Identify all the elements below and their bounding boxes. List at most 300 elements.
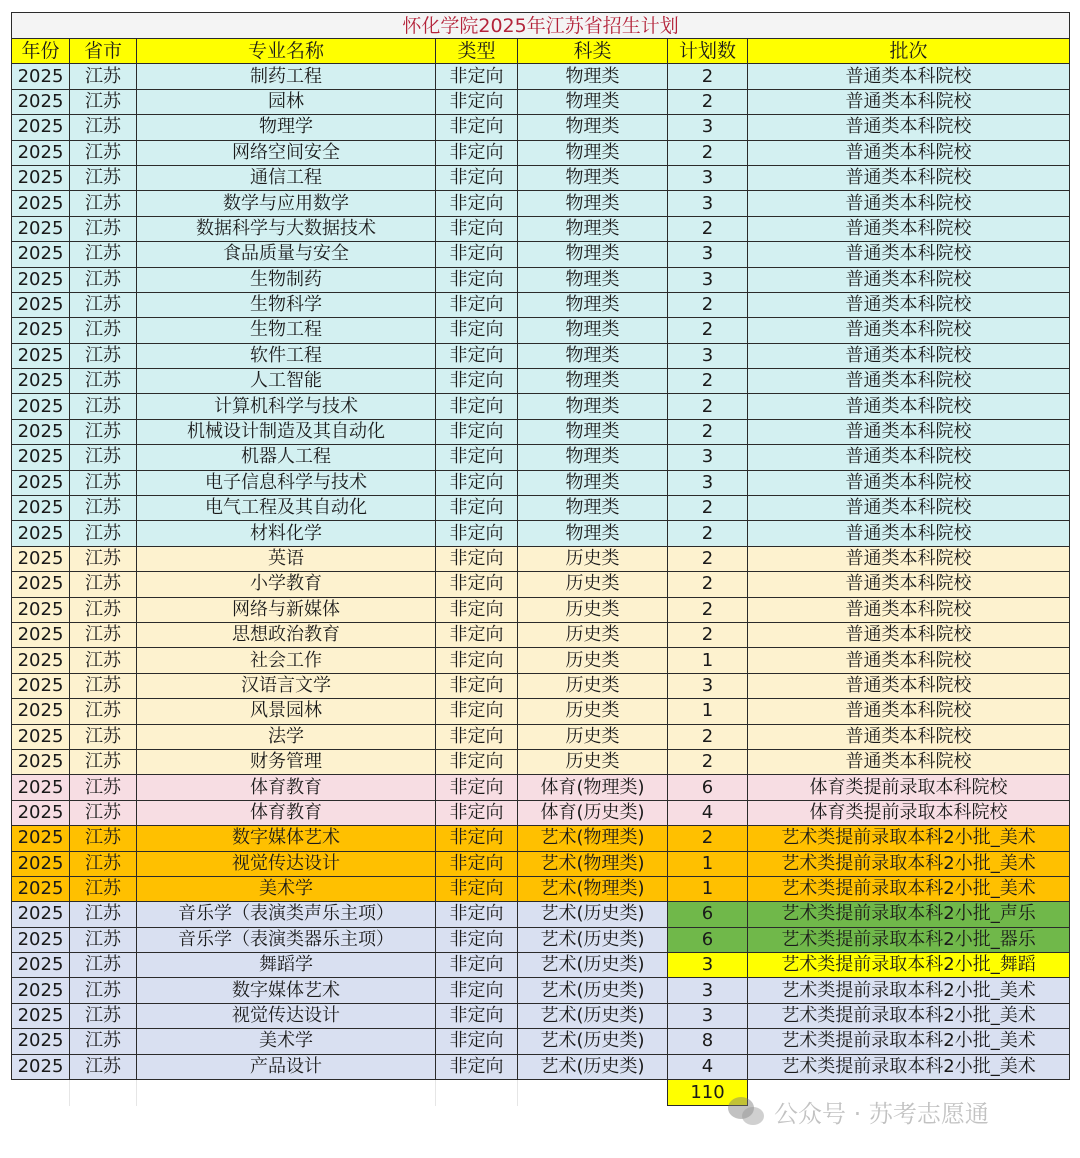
batch-cell: 普通类本科院校 [748,115,1070,140]
batch-cell: 普通类本科院校 [748,89,1070,114]
year-cell: 2025 [12,1054,70,1079]
province-cell: 江苏 [70,953,137,978]
plan-count-cell: 3 [668,165,748,190]
province-cell: 江苏 [70,64,137,89]
year-cell: 2025 [12,826,70,851]
batch-cell: 普通类本科院校 [748,724,1070,749]
type-cell: 非定向 [436,1029,518,1054]
major-cell: 通信工程 [137,165,436,190]
batch-cell: 艺术类提前录取本科2小批_美术 [748,1054,1070,1079]
type-cell: 非定向 [436,318,518,343]
table-row [12,140,1070,165]
batch-cell: 艺术类提前录取本科2小批_美术 [748,826,1070,851]
year-cell: 2025 [12,496,70,521]
batch-cell: 普通类本科院校 [748,419,1070,444]
subject-cell: 物理类 [518,419,668,444]
major-cell: 社会工作 [137,648,436,673]
type-cell: 非定向 [436,1003,518,1028]
batch-cell: 普通类本科院校 [748,496,1070,521]
province-cell: 江苏 [70,876,137,901]
type-cell: 非定向 [436,394,518,419]
type-cell: 非定向 [436,826,518,851]
plan-count-cell: 3 [668,978,748,1003]
batch-cell: 普通类本科院校 [748,521,1070,546]
batch-cell: 艺术类提前录取本科2小批_声乐 [748,902,1070,927]
major-cell: 电气工程及其自动化 [137,496,436,521]
table-row [12,546,1070,571]
subject-cell: 历史类 [518,648,668,673]
batch-cell: 普通类本科院校 [748,699,1070,724]
type-cell: 非定向 [436,369,518,394]
year-cell: 2025 [12,343,70,368]
subject-cell: 物理类 [518,394,668,419]
type-cell: 非定向 [436,242,518,267]
province-cell: 江苏 [70,1054,137,1079]
subject-cell: 艺术(历史类) [518,1054,668,1079]
column-header-batch: 批次 [748,39,1070,64]
batch-cell: 普通类本科院校 [748,369,1070,394]
table-row [12,927,1070,952]
year-cell: 2025 [12,800,70,825]
year-cell: 2025 [12,140,70,165]
type-cell: 非定向 [436,89,518,114]
province-cell: 江苏 [70,496,137,521]
batch-cell: 普通类本科院校 [748,267,1070,292]
subject-cell: 艺术(历史类) [518,953,668,978]
type-cell: 非定向 [436,800,518,825]
enrollment-plan-table [11,12,1070,1106]
subject-cell: 物理类 [518,343,668,368]
empty-cell [436,1080,518,1106]
batch-cell: 艺术类提前录取本科2小批_美术 [748,1003,1070,1028]
type-cell: 非定向 [436,648,518,673]
major-cell: 网络空间安全 [137,140,436,165]
plan-count-cell: 2 [668,394,748,419]
major-cell: 食品质量与安全 [137,242,436,267]
subject-cell: 体育(历史类) [518,800,668,825]
subject-cell: 艺术(物理类) [518,826,668,851]
subject-cell: 历史类 [518,572,668,597]
column-header-subject: 科类 [518,39,668,64]
province-cell: 江苏 [70,851,137,876]
plan-count-cell: 2 [668,419,748,444]
batch-cell: 艺术类提前录取本科2小批_美术 [748,1029,1070,1054]
plan-count-cell: 2 [668,826,748,851]
type-cell: 非定向 [436,927,518,952]
subject-cell: 物理类 [518,89,668,114]
column-header-plan-count: 计划数 [668,39,748,64]
batch-cell: 普通类本科院校 [748,343,1070,368]
year-cell: 2025 [12,165,70,190]
type-cell: 非定向 [436,572,518,597]
major-cell: 音乐学（表演类器乐主项） [137,927,436,952]
province-cell: 江苏 [70,369,137,394]
plan-count-cell: 2 [668,89,748,114]
batch-cell: 体育类提前录取本科院校 [748,800,1070,825]
type-cell: 非定向 [436,496,518,521]
table-row [12,876,1070,901]
type-cell: 非定向 [436,851,518,876]
subject-cell: 艺术(物理类) [518,851,668,876]
year-cell: 2025 [12,699,70,724]
province-cell: 江苏 [70,1003,137,1028]
year-cell: 2025 [12,115,70,140]
table-row [12,1029,1070,1054]
table-row [12,902,1070,927]
province-cell: 江苏 [70,826,137,851]
table-row [12,369,1070,394]
type-cell: 非定向 [436,191,518,216]
year-cell: 2025 [12,876,70,901]
province-cell: 江苏 [70,267,137,292]
major-cell: 音乐学（表演类声乐主项） [137,902,436,927]
province-cell: 江苏 [70,521,137,546]
column-header-major: 专业名称 [137,39,436,64]
table-row [12,89,1070,114]
plan-count-cell: 2 [668,546,748,571]
province-cell: 江苏 [70,191,137,216]
plan-count-cell: 2 [668,318,748,343]
type-cell: 非定向 [436,978,518,1003]
type-cell: 非定向 [436,1054,518,1079]
province-cell: 江苏 [70,546,137,571]
year-cell: 2025 [12,216,70,241]
table-row [12,419,1070,444]
batch-cell: 艺术类提前录取本科2小批_美术 [748,876,1070,901]
year-cell: 2025 [12,1003,70,1028]
subject-cell: 物理类 [518,191,668,216]
plan-count-cell: 2 [668,216,748,241]
year-cell: 2025 [12,902,70,927]
subject-cell: 物理类 [518,369,668,394]
subject-cell: 物理类 [518,165,668,190]
plan-count-cell: 3 [668,191,748,216]
major-cell: 制药工程 [137,64,436,89]
year-cell: 2025 [12,318,70,343]
plan-count-cell: 2 [668,749,748,774]
major-cell: 体育教育 [137,775,436,800]
type-cell: 非定向 [436,419,518,444]
table-row [12,775,1070,800]
table-row [12,267,1070,292]
subject-cell: 物理类 [518,216,668,241]
plan-count-cell: 3 [668,953,748,978]
year-cell: 2025 [12,927,70,952]
major-cell: 电子信息科学与技术 [137,470,436,495]
major-cell: 小学教育 [137,572,436,597]
major-cell: 视觉传达设计 [137,1003,436,1028]
province-cell: 江苏 [70,419,137,444]
batch-cell: 普通类本科院校 [748,470,1070,495]
table-row [12,953,1070,978]
table-row [12,673,1070,698]
year-cell: 2025 [12,242,70,267]
major-cell: 数字媒体艺术 [137,978,436,1003]
year-cell: 2025 [12,470,70,495]
year-cell: 2025 [12,724,70,749]
year-cell: 2025 [12,572,70,597]
province-cell: 江苏 [70,572,137,597]
year-cell: 2025 [12,851,70,876]
type-cell: 非定向 [436,953,518,978]
subject-cell: 物理类 [518,64,668,89]
batch-cell: 普通类本科院校 [748,165,1070,190]
table-row [12,1003,1070,1028]
major-cell: 计算机科学与技术 [137,394,436,419]
watermark-text: 公众号 · 苏考志愿通 [774,1100,989,1128]
plan-count-cell: 2 [668,369,748,394]
major-cell: 视觉传达设计 [137,851,436,876]
type-cell: 非定向 [436,216,518,241]
plan-count-cell: 1 [668,876,748,901]
type-cell: 非定向 [436,876,518,901]
province-cell: 江苏 [70,648,137,673]
year-cell: 2025 [12,597,70,622]
total-plan-count: 110 [668,1080,748,1106]
header-row [12,39,1070,64]
major-cell: 美术学 [137,1029,436,1054]
batch-cell: 普通类本科院校 [748,191,1070,216]
province-cell: 江苏 [70,699,137,724]
major-cell: 数据科学与大数据技术 [137,216,436,241]
province-cell: 江苏 [70,292,137,317]
year-cell: 2025 [12,394,70,419]
table-row [12,851,1070,876]
plan-count-cell: 1 [668,851,748,876]
empty-cell [12,1080,70,1106]
batch-cell: 普通类本科院校 [748,673,1070,698]
plan-count-cell: 2 [668,622,748,647]
empty-cell [137,1080,436,1106]
major-cell: 生物工程 [137,318,436,343]
batch-cell: 普通类本科院校 [748,140,1070,165]
subject-cell: 物理类 [518,140,668,165]
type-cell: 非定向 [436,140,518,165]
type-cell: 非定向 [436,622,518,647]
province-cell: 江苏 [70,597,137,622]
empty-cell [518,1080,668,1106]
subject-cell: 历史类 [518,546,668,571]
subject-cell: 体育(物理类) [518,775,668,800]
province-cell: 江苏 [70,724,137,749]
year-cell: 2025 [12,775,70,800]
province-cell: 江苏 [70,775,137,800]
year-cell: 2025 [12,445,70,470]
type-cell: 非定向 [436,699,518,724]
empty-cell [70,1080,137,1106]
type-cell: 非定向 [436,775,518,800]
year-cell: 2025 [12,546,70,571]
province-cell: 江苏 [70,343,137,368]
major-cell: 思想政治教育 [137,622,436,647]
subject-cell: 物理类 [518,445,668,470]
subject-cell: 历史类 [518,622,668,647]
type-cell: 非定向 [436,749,518,774]
province-cell: 江苏 [70,800,137,825]
major-cell: 美术学 [137,876,436,901]
year-cell: 2025 [12,419,70,444]
type-cell: 非定向 [436,267,518,292]
batch-cell: 艺术类提前录取本科2小批_美术 [748,978,1070,1003]
plan-count-cell: 4 [668,1054,748,1079]
column-header-year: 年份 [12,39,70,64]
plan-count-cell: 1 [668,699,748,724]
province-cell: 江苏 [70,927,137,952]
plan-count-cell: 2 [668,572,748,597]
type-cell: 非定向 [436,165,518,190]
table-row [12,800,1070,825]
province-cell: 江苏 [70,216,137,241]
subject-cell: 物理类 [518,292,668,317]
subject-cell: 历史类 [518,724,668,749]
subject-cell: 艺术(历史类) [518,978,668,1003]
table-row [12,165,1070,190]
subject-cell: 物理类 [518,115,668,140]
plan-count-cell: 8 [668,1029,748,1054]
total-row [12,1080,1070,1106]
type-cell: 非定向 [436,470,518,495]
subject-cell: 历史类 [518,749,668,774]
batch-cell: 普通类本科院校 [748,622,1070,647]
plan-count-cell: 3 [668,242,748,267]
type-cell: 非定向 [436,724,518,749]
batch-cell: 普通类本科院校 [748,292,1070,317]
subject-cell: 物理类 [518,318,668,343]
year-cell: 2025 [12,292,70,317]
table-row [12,978,1070,1003]
table-title: 怀化学院2025年江苏省招生计划 [12,13,1070,39]
batch-cell: 普通类本科院校 [748,394,1070,419]
subject-cell: 物理类 [518,496,668,521]
empty-cell [748,1080,1070,1106]
table-row [12,724,1070,749]
type-cell: 非定向 [436,292,518,317]
subject-cell: 艺术(历史类) [518,1003,668,1028]
table-row [12,64,1070,89]
table-row [12,826,1070,851]
batch-cell: 普通类本科院校 [748,572,1070,597]
major-cell: 产品设计 [137,1054,436,1079]
province-cell: 江苏 [70,318,137,343]
major-cell: 英语 [137,546,436,571]
batch-cell: 艺术类提前录取本科2小批_美术 [748,851,1070,876]
province-cell: 江苏 [70,89,137,114]
table-row [12,216,1070,241]
table-row [12,343,1070,368]
table-row [12,622,1070,647]
type-cell: 非定向 [436,115,518,140]
subject-cell: 艺术(物理类) [518,876,668,901]
batch-cell: 普通类本科院校 [748,216,1070,241]
plan-count-cell: 1 [668,648,748,673]
subject-cell: 物理类 [518,267,668,292]
plan-count-cell: 2 [668,64,748,89]
year-cell: 2025 [12,648,70,673]
plan-count-cell: 3 [668,673,748,698]
plan-count-cell: 3 [668,267,748,292]
table-row [12,470,1070,495]
table-row [12,191,1070,216]
major-cell: 机器人工程 [137,445,436,470]
type-cell: 非定向 [436,597,518,622]
column-header-province: 省市 [70,39,137,64]
batch-cell: 普通类本科院校 [748,546,1070,571]
major-cell: 数学与应用数学 [137,191,436,216]
year-cell: 2025 [12,89,70,114]
plan-count-cell: 3 [668,1003,748,1028]
table-row [12,496,1070,521]
table-row [12,749,1070,774]
plan-count-cell: 2 [668,496,748,521]
subject-cell: 艺术(历史类) [518,927,668,952]
subject-cell: 物理类 [518,242,668,267]
major-cell: 数字媒体艺术 [137,826,436,851]
major-cell: 风景园林 [137,699,436,724]
year-cell: 2025 [12,369,70,394]
table-row [12,318,1070,343]
subject-cell: 历史类 [518,673,668,698]
major-cell: 物理学 [137,115,436,140]
table-row [12,1054,1070,1079]
plan-count-cell: 3 [668,115,748,140]
province-cell: 江苏 [70,165,137,190]
major-cell: 体育教育 [137,800,436,825]
table-row [12,597,1070,622]
major-cell: 生物制药 [137,267,436,292]
province-cell: 江苏 [70,470,137,495]
year-cell: 2025 [12,673,70,698]
type-cell: 非定向 [436,902,518,927]
table-row [12,394,1070,419]
type-cell: 非定向 [436,445,518,470]
province-cell: 江苏 [70,1029,137,1054]
subject-cell: 物理类 [518,470,668,495]
year-cell: 2025 [12,64,70,89]
type-cell: 非定向 [436,521,518,546]
subject-cell: 历史类 [518,699,668,724]
year-cell: 2025 [12,749,70,774]
major-cell: 法学 [137,724,436,749]
table-row [12,445,1070,470]
table-row [12,648,1070,673]
table-body [12,64,1070,1080]
batch-cell: 普通类本科院校 [748,242,1070,267]
province-cell: 江苏 [70,622,137,647]
province-cell: 江苏 [70,242,137,267]
province-cell: 江苏 [70,673,137,698]
table-row [12,572,1070,597]
major-cell: 网络与新媒体 [137,597,436,622]
type-cell: 非定向 [436,343,518,368]
major-cell: 材料化学 [137,521,436,546]
type-cell: 非定向 [436,546,518,571]
table-row [12,115,1070,140]
batch-cell: 体育类提前录取本科院校 [748,775,1070,800]
table-row [12,242,1070,267]
year-cell: 2025 [12,267,70,292]
batch-cell: 普通类本科院校 [748,597,1070,622]
year-cell: 2025 [12,521,70,546]
province-cell: 江苏 [70,978,137,1003]
year-cell: 2025 [12,191,70,216]
title-row [12,13,1070,39]
subject-cell: 历史类 [518,597,668,622]
province-cell: 江苏 [70,445,137,470]
major-cell: 人工智能 [137,369,436,394]
plan-count-cell: 3 [668,343,748,368]
plan-count-cell: 2 [668,597,748,622]
batch-cell: 普通类本科院校 [748,64,1070,89]
